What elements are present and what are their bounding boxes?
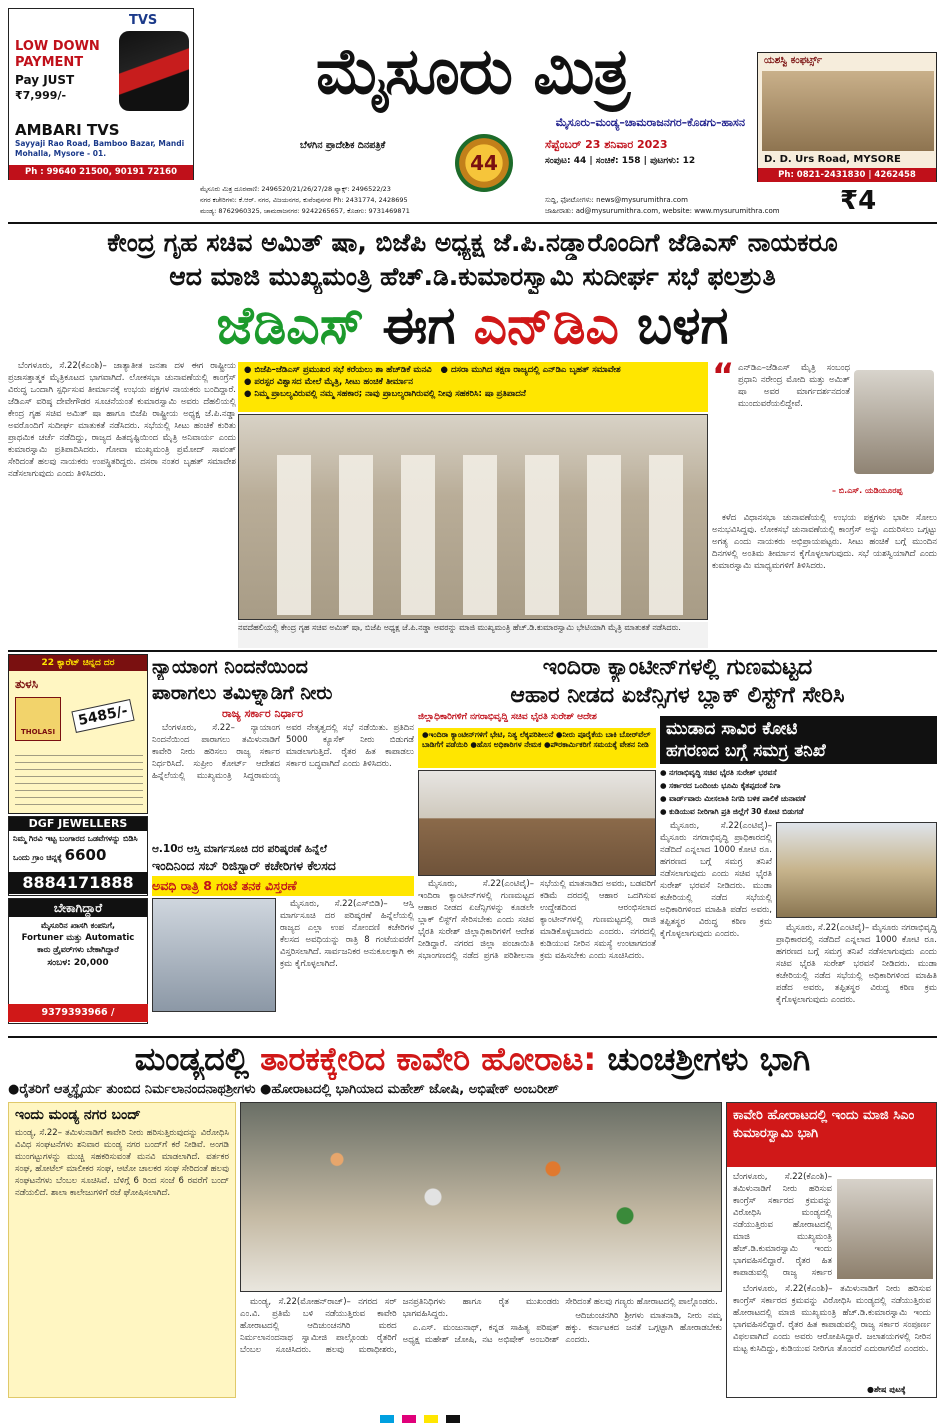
headline-nda: ಎನ್‌ಡಿಎ (473, 296, 619, 356)
lead-bullet-2: ● ಪರಸ್ಪರ ವಿಶ್ವಾಸದ ಮೇಲೆ ಮೈತ್ರಿ, ಸೀಟು ಹಂಚಿಕೆ ತೀರ್ಮಾನ (244, 377, 414, 387)
cauvery-caption-text: ಮಂಡ್ಯ, ಸೆ.22(ಮೋಹನ್‌ರಾಜ್)– ನಗರದ ಸರ್ ಎಂ.ವಿ. ಪ್ರತಿಮೆ ಬಳಿ ನಡೆಯುತ್ತಿರುವ ಕಾವೇರಿ ಹೋರಾಟದಲ್ಲಿ ಆದಿಚುಂಚನಗಿರಿ ಮಠದ ನಿರ್ಮಲಾನಂದನಾಥ ಸ್ವಾಮೀಜಿ ಪಾಲ್ಗೊಂಡು ರೈತರಿಗೆ ಬೆಂಬಲ ಸೂಚಿಸಿದರು. ಹಲವು ಮಠಾಧೀಶರು, ಜನಪ್ರತಿನಿಧಿಗಳು ಹಾಗೂ ರೈತ ಮುಖಂಡರು ಭಾಗವಹಿಸಿದ್ದರು. (240, 1297, 560, 1355)
tvs-phone: Ph : 99640 21500, 90191 72160 (9, 165, 193, 180)
canteen-body-text: ಮೈಸೂರು, ಸೆ.22(ಎಂಟಿವೈ)– ಇಂದಿರಾ ಕ್ಯಾಂಟೀನ್‌ಗಳಲ್ಲಿ ಗುಣಮಟ್ಟದ ಆಹಾರ ನೀಡದ ಏಜೆನ್ಸಿಗಳನ್ನು ಕೂಡಲೇ ಬ್ಲಾಕ್ ಲಿಸ್ಟ್‌ಗೆ ಸೇರಿಸಬೇಕು ಎಂದು ಸಚಿವ ಭೈರತಿ ಸುರೇಶ್ ಜಿಲ್ಲಾಧಿಕಾರಿಗಳಿಗೆ ಆದೇಶ ನೀಡಿದ್ದಾರೆ. ನಗರದ ಜಿಲ್ಲಾ ಪಂಚಾಯಿತಿ ಸಭಾಂಗಣದಲ್ಲಿ ನಡೆದ ಪ್ರಗತಿ ಪರಿಶೀಲನಾ ಸಭೆಯಲ್ಲಿ ಮಾತನಾಡಿದ ಅವರು, ಬಡವರಿಗೆ ಕಡಿಮೆ ದರದಲ್ಲಿ ಆಹಾರ ಒದಗಿಸುವ ಉದ್ದೇಶದಿಂದ ಆರಂಭಿಸಲಾದ ಕ್ಯಾಂಟೀನ್‌ಗಳಲ್ಲಿ ಗುಣಮಟ್ಟದಲ್ಲಿ ರಾಜಿ ಮಾಡಿಕೊಳ್ಳಬಾರದು ಎಂದರು. ನಗರದಲ್ಲಿ ಕುಡಿಯುವ ನೀರಿನ ಸಮಸ್ಯೆ ಉಂಟಾಗದಂತೆ ಕ್ರಮ ವಹಿಸಬೇಕು ಎಂದು ಸೂಚಿಸಿದರು. (418, 879, 656, 961)
cauvery-col2-text: ಎ.ಎಸ್. ಮಂಜುನಾಥ್, ಕನ್ನಡ ಸಾಹಿತ್ಯ ಪರಿಷತ್ ಅಧ್ಯಕ್ಷ ಮಹೇಶ್ ಜೋಷಿ, ನಟ ಅಭಿಷೇಕ್ ಅಂಬರೀಶ್ ಸೇರಿದಂತೆ ಹಲವು ಗಣ್ಯರು ಹೋರಾಟದಲ್ಲಿ ಪಾಲ್ಗೊಂಡರು. (402, 1297, 718, 1345)
quote-by: – ಬಿ.ಎಸ್. ಯಡಿಯೂರಪ್ಪ (832, 486, 903, 495)
cauvery-head-red: ತಾರಕಕ್ಕೇರಿದ ಕಾವೇರಿ ಹೋರಾಟ: (260, 1040, 597, 1078)
headline-group: ಬಳಗ (636, 296, 729, 356)
lead-col3-text: ಕಳೆದ ವಿಧಾನಸಭಾ ಚುನಾವಣೆಯಲ್ಲಿ ಉಭಯ ಪಕ್ಷಗಳು ಭಾರೀ ಸೋಲು ಅನುಭವಿಸಿದ್ದವು. ಲೋಕಸಭೆ ಚುನಾವಣೆಯಲ್ಲಿ ಕಾಂಗ್ರೆಸ್ ಅನ್ನು ಎದುರಿಸಲು ಒಗ್ಗಟ್ಟು ಅಗತ್ಯ ಎಂದು ನಾಯಕರು ಅಭಿಪ್ರಾಯಪಟ್ಟರು. ಸೀಟು ಹಂಚಿಕೆ ಬಗ್ಗೆ ಮುಂದಿನ ದಿನಗಳಲ್ಲಿ ಅಂತಿಮ ತೀರ್ಮಾನ ಕೈಗೊಳ್ಳಲಾಗುವುದು. ಸಭೆ ಯಶಸ್ವಿಯಾಗಿದೆ ಎಂದು ಕುಮಾರಸ್ವಾಮಿ ಮಾಧ್ಯಮಗಳಿಗೆ ತಿಳಿಸಿದರು. (712, 513, 937, 571)
gold-shop-logo (15, 697, 61, 741)
issue-date: ಸೆಪ್ಟೆಂಬರ್ 23 ಶನಿವಾರ 2023 (545, 138, 668, 151)
lead-body-col3 (712, 512, 937, 648)
lead-kicker-2: ಆದ ಮಾಜಿ ಮುಖ್ಯಮಂತ್ರಿ ಹೆಚ್.ಡಿ.ಕುಮಾರಸ್ವಾಮಿ ಸುದೀರ್ಘ ಸಭೆ ಫಲಶ್ರುತಿ (169, 262, 776, 291)
anniversary-emblem (455, 134, 513, 192)
wanted-line2: Fortuner ಮತ್ತು Automatic (21, 933, 135, 943)
quote-mark-icon: “ (712, 356, 735, 396)
muda-body-right (776, 922, 937, 1034)
lead-photo-caption: ನವದೆಹಲಿಯಲ್ಲಿ ಕೇಂದ್ರ ಗೃಹ ಸಚಿವ ಅಮಿತ್ ಷಾ, ಬಿಜೆಪಿ ಅಧ್ಯಕ್ಷ ಜೆ.ಪಿ.ನಡ್ಡಾ ಅವರನ್ನು ಮಾಜಿ ಮುಖ್ಯಮಂತ್ರಿ ಹೆಚ್.ಡಿ.ಕುಮಾರಸ್ವಾಮಿ ಭೇಟಿಯಾಗಿ ಮೈತ್ರಿ ಮಾತುಕತೆ ನಡೆಸಿದರು. (238, 622, 708, 648)
gold-rate-value: 5485/- (71, 699, 134, 733)
wanted-phone: 9379393966 / 7406240146 (8, 1004, 148, 1022)
gold-rate-ad[interactable] (8, 654, 148, 814)
yashasvi-address: D. D. Urs Road, MYSORE (764, 154, 901, 165)
cauvery-head-2: ಚುಂಚಶ್ರೀಗಳು ಭಾಗಿ (607, 1040, 811, 1078)
registrar-kicker: ಆ.10ರ ಆಸ್ತಿ ಮಾರ್ಗಸೂಚಿ ದರ ಪರಿಷ್ಕರಣೆ ಹಿನ್ನೆಲೆ (152, 843, 327, 855)
headline-now: ಈಗ (382, 296, 456, 356)
print-color-bar (380, 1408, 580, 1418)
print-mark-black (446, 1415, 460, 1423)
yashasvi-building-image (762, 71, 934, 151)
tvs-address: Sayyaji Rao Road, Bamboo Bazar, Mandi Mohalla, Mysore - 01. (15, 139, 185, 158)
court-body (152, 722, 414, 840)
muda-bullet-4: ● ಕುಡಿಯುವ ನೀರಿಗಾಗಿ ಪ್ರತಿ ಜಿಲ್ಲೆಗೆ 30 ಕೋಟಿ ಬಿಡುಗಡೆ (660, 807, 804, 816)
dgf-name: DGF JEWELLERS (9, 817, 147, 831)
cauvery-photo-caption (240, 1296, 722, 1398)
gold-shop-name: ತುಳಸಿ (15, 677, 39, 691)
cauvery-col3-text: ಆದಿಚುಂಚನಗಿರಿ ಶ್ರೀಗಳು ಮಾತನಾಡಿ, ನೀರು ನಮ್ಮ ಹಕ್ಕು. ಕರ್ನಾಟಕದ ಜನತೆ ಒಗ್ಗಟ್ಟಾಗಿ ಹೋರಾಡಬೇಕು ಎಂದರು. (565, 1311, 722, 1345)
canteen-meeting-photo (418, 770, 656, 876)
cauvery-protest-photo (240, 1102, 722, 1292)
tvs-price: ₹7,999/- (15, 89, 67, 102)
muda-bullet-1: ● ನಗರಾಭಿವೃದ್ಧಿ ಸಚಿವ ಭೈರತಿ ಸುರೇಶ್ ಭರವಸೆ (660, 768, 777, 777)
anniversary-number: 44 (470, 151, 498, 175)
quote-portrait (854, 370, 934, 474)
cauvery-side-box (8, 1102, 236, 1398)
cauvery-headline (8, 1038, 937, 1080)
canteen-headline-1: ಇಂದಿರಾ ಕ್ಯಾಂಟೀನ್‌ಗಳಲ್ಲಿ ಗುಣಮಟ್ಟದ (542, 655, 813, 680)
yashasvi-phone: Ph: 0821-2431830 | 4262458 (758, 168, 936, 182)
wanted-line1: ಮೈಸೂರಿನ ಖಾಸಗಿ ಕಂಪನಿಗೆ, (40, 921, 116, 930)
wanted-line3: ಕಾರು ಡ್ರೈವರ್‌ಗಳು ಬೇಕಾಗಿದ್ದಾರೆ (37, 945, 119, 954)
scooter-image (119, 31, 189, 111)
muda-bullet-3: ● ವಾರ್ಡ್‌ವಾರು ಮೀಸಲಾತಿ ನಿಗದಿ ಬಳಿಕ ಪಾಲಿಕೆ ಚುನಾವಣೆ (660, 794, 806, 803)
cauvery-side-body: ಮಂಡ್ಯ, ಸೆ.22– ತಮಿಳುನಾಡಿಗೆ ಕಾವೇರಿ ನೀರು ಹರಿಸುತ್ತಿರುವುದನ್ನು ವಿರೋಧಿಸಿ ವಿವಿಧ ಸಂಘಟನೆಗಳು ಶನಿವಾರ ಮಂಡ್ಯ ನಗರ ಬಂದ್‌ಗೆ ಕರೆ ನೀಡಿವೆ. ಅಂಗಡಿ ಮುಂಗಟ್ಟುಗಳನ್ನು ಮುಚ್ಚಿ ಸಹಕರಿಸುವಂತೆ ಮನವಿ ಮಾಡಲಾಗಿದೆ. ವರ್ತಕರ ಸಂಘ, ಹೋಟೆಲ್ ಮಾಲೀಕರ ಸಂಘ, ಆಟೋ ಚಾಲಕರ ಸಂಘ ಸೇರಿದಂತೆ ಹಲವು ಸಂಘಟನೆಗಳು ಬೆಂಬಲ ಸೂಚಿಸಿವೆ. ಬೆಳಿಗ್ಗೆ 6 ರಿಂದ ಸಂಜೆ 6 ರವರೆಗೆ ಬಂದ್ ನಡೆಯಲಿದೆ. ಶಾಲಾ ಕಾಲೇಜುಗಳಿಗೆ ರಜೆ ಘೋಷಿಸಲಾಗಿದೆ. (15, 1128, 229, 1198)
cauvery-hdk-body-cont-text: ಬೆಂಗಳೂರು, ಸೆ.22(ಕೆಎಂಶಿ)– ತಮಿಳುನಾಡಿಗೆ ನೀರು ಹರಿಸುವ ಕಾಂಗ್ರೆಸ್ ಸರ್ಕಾರದ ಕ್ರಮವನ್ನು ವಿರೋಧಿಸಿ ಮಂಡ್ಯದಲ್ಲಿ ನಡೆಯುತ್ತಿರುವ ಹೋರಾಟದಲ್ಲಿ ಮಾಜಿ ಮುಖ್ಯಮಂತ್ರಿ ಹೆಚ್.ಡಿ.ಕುಮಾರಸ್ವಾಮಿ ಇಂದು ಭಾಗವಹಿಸಲಿದ್ದಾರೆ. ರೈತರ ಹಿತ ಕಾಪಾಡುವಲ್ಲಿ ರಾಜ್ಯ ಸರ್ಕಾರ ಸಂಪೂರ್ಣ ವಿಫಲವಾಗಿದೆ ಎಂದು ಅವರು ಆರೋಪಿಸಿದ್ದಾರೆ. ಜಲಾಶಯಗಳಲ್ಲಿ ನೀರಿನ ಮಟ್ಟ ಕುಸಿದಿದ್ದು, ಕುಡಿಯುವ ನೀರಿಗೂ ತೊಂದರೆ ಎದುರಾಗಲಿದೆ ಎಂದರು. (733, 1284, 931, 1354)
gold-rate-title: 22 ಕ್ಯಾರೆಟ್ ಚಿನ್ನದ ದರ (9, 655, 147, 671)
lead-kicker-1: ಕೇಂದ್ರ ಗೃಹ ಸಚಿವ ಅಮಿತ್ ಷಾ, ಬಿಜೆಪಿ ಅಧ್ಯಕ್ಷ ಜೆ.ಪಿ.ನಡ್ಡಾರೊಂದಿಗೆ ಜೆಡಿಎಸ್ ನಾಯಕರೂ (107, 228, 838, 257)
muda-body-text-cont: ಮೈಸೂರು, ಸೆ.22(ಎಂಟಿವೈ)– ಮೈಸೂರು ನಗರಾಭಿವೃದ್ಧಿ ಪ್ರಾಧಿಕಾರದಲ್ಲಿ ನಡೆದಿದೆ ಎನ್ನಲಾದ 1000 ಕೋಟಿ ರೂ. ಹಗರಣದ ಬಗ್ಗೆ ಸಮಗ್ರ ತನಿಖೆ ನಡೆಸಲಾಗುವುದು ಎಂದು ಸಚಿವ ಭೈರತಿ ಸುರೇಶ್ ಭರವಸೆ ನೀಡಿದರು. ಮುಡಾ ಕಚೇರಿಯಲ್ಲಿ ನಡೆದ ಸಭೆಯಲ್ಲಿ ಅಧಿಕಾರಿಗಳಿಂದ ಮಾಹಿತಿ ಪಡೆದ ಅವರು, ತಪ್ಪಿತಸ್ಥರ ವಿರುದ್ಧ ಕಠಿಣ ಕ್ರಮ ಕೈಗೊಳ್ಳಲಾಗುವುದು ಎಂದರು. (776, 923, 937, 1005)
muda-building-photo (776, 822, 937, 918)
tvs-line3: Pay JUST (15, 73, 75, 87)
price-tag: ₹4 (840, 186, 877, 216)
masthead-title: ಮೈಸೂರು ಮಿತ್ರ (315, 35, 630, 109)
masthead-phone: ಮೈಸೂರು ಮಿತ್ರ ದೂರವಾಣಿ: 2496520/21/26/27/28 ಫ್ಯಾಕ್ಸ್: 2496522/23 (200, 185, 391, 193)
muda-headline-box (660, 716, 937, 764)
headline-jds: ಜೆಡಿಎಸ್ (216, 296, 365, 356)
lead-bullet-1: ● ಬಿಜೆಪಿ–ಜೆಡಿಎಸ್ ಪ್ರಮುಖರ ಸಭೆ ಕರೆಯಲು ಶಾ ಹೆಚ್‌ಡಿಕೆ ಮನವಿ ● ದಸರಾ ಮುಗಿದ ತಕ್ಷಣ ರಾಜ್ಯದಲ್ಲಿ ಎನ್‌ಡಿಎ ಬೃಹತ್ ಸಮಾವೇಶ (244, 365, 621, 375)
print-mark-yellow (424, 1415, 438, 1423)
registrar-body (280, 898, 414, 1034)
masthead-subtitle: ಮೈಸೂರು–ಮಂಡ್ಯ–ಚಾಮರಾಜನಗರ–ಕೊಡಗು–ಹಾಸನ (555, 116, 745, 129)
lead-body-col1 (8, 360, 236, 648)
masthead-divider (8, 222, 937, 224)
muda-body-left (660, 820, 772, 1034)
tvs-dealer: AMBARI TVS (15, 121, 120, 139)
print-mark-magenta (402, 1415, 416, 1423)
print-mark-cyan (380, 1415, 394, 1423)
lead-col1-text: ಬೆಂಗಳೂರು, ಸೆ.22(ಕೆಎಂಶಿ)– ಜಾತ್ಯಾತೀತ ಜನತಾ ದಳ ಈಗ ರಾಷ್ಟ್ರೀಯ ಪ್ರಜಾಸತ್ತಾತ್ಮಕ ಮೈತ್ರಿಕೂಟದ ಭಾಗವಾಗಿದೆ. ಲೋಕಸಭಾ ಚುನಾವಣೆಯಲ್ಲಿ ಕಾಂಗ್ರೆಸ್ ವಿರುದ್ಧ ಒಂದಾಗಿ ಸ್ಪರ್ಧಿಸುವ ತೀರ್ಮಾನಕ್ಕೆ ಉಭಯ ಪಕ್ಷಗಳ ನಾಯಕರು ಬಂದಿದ್ದಾರೆ. ಜೆಡಿಎಸ್ ವರಿಷ್ಠ ದೇವೇಗೌಡರ ಸೂಚನೆಯಂತೆ ಕುಮಾರಸ್ವಾಮಿ ಅವರು ದೆಹಲಿಯಲ್ಲಿ ಕೇಂದ್ರ ಗೃಹ ಸಚಿವ ಅಮಿತ್ ಷಾ ಹಾಗೂ ಬಿಜೆಪಿ ರಾಷ್ಟ್ರೀಯ ಅಧ್ಯಕ್ಷ ಜೆ.ಪಿ.ನಡ್ಡಾ ಅವರೊಂದಿಗೆ ಸುದೀರ್ಘ ಮಾತುಕತೆ ನಡೆಸಿದರು. ಸಭೆಯಲ್ಲಿ ಸೀಟು ಹಂಚಿಕೆ ಕುರಿತು ಪ್ರಾಥಮಿಕ ಚರ್ಚೆ ನಡೆದಿದ್ದು, ರಾಜ್ಯದ ಹಿತದೃಷ್ಟಿಯಿಂದ ಮೈತ್ರಿ ಅನಿವಾರ್ಯ ಎಂದು ಕುಮಾರಸ್ವಾಮಿ ಪ್ರತಿಪಾದಿಸಿದರು. ಗೋವಾ ಮುಖ್ಯಮಂತ್ರಿ ಪ್ರಮೋದ್ ಸಾವಂತ್ ಸೇರಿದಂತೆ ಹಲವು ನಾಯಕರು ಉಪಸ್ಥಿತರಿದ್ದರು. ದಸರಾ ನಂತರ ಬೃಹತ್ ಸಮಾವೇಶ ನಡೆಸಲಾಗುವುದು ಎಂದು ತಿಳಿಸಿದರು. (8, 361, 236, 479)
dgf-line: ನಿಮ್ಮ ಗಿರವಿ ಇಟ್ಟ ಬಂಗಾರದ ಒಡವೆಗಳನ್ನು ಬಿಡಿಸಿ (13, 834, 138, 843)
yashasvi-name: ಯಶಸ್ವಿ ಕಂಫರ್ಟ್ಸ್ (764, 55, 823, 66)
masthead-tagline: ಬೆಳಗಿನ ಪ್ರಾದೇಶಿಕ ದಿನಪತ್ರಿಕೆ (300, 140, 386, 151)
muda-bullet-2: ● ಸರ್ಕಾರದ ಒಂದಿಂಚು ಭೂಮಿ ಕೈತಪ್ಪದಂತೆ ನಿಗಾ (660, 781, 781, 790)
registrar-highlight: ಅವಧಿ ರಾತ್ರಿ 8 ಗಂಟೆ ತನಕ ವಿಸ್ತರಣೆ (152, 876, 414, 896)
dgf-phone: 8884171888 (8, 872, 148, 894)
photo-person-figures (259, 455, 689, 615)
muda-bullets (660, 766, 937, 818)
lead-quote-box (712, 356, 937, 510)
masthead-contact: ನಗರ ಕಚೇರಿಗಳು: ಕೆ.ಆರ್. ನಗರ, ವಿಜಯನಗರ, ಕುವೆಂಪುನಗರ Ph: 2431774, 2428695 (200, 196, 408, 204)
cauvery-side-title: ಇಂದು ಮಂಡ್ಯ ನಗರ ಬಂದ್ (15, 1107, 141, 1123)
court-headline-1: ನ್ಯಾಯಾಂಗ ನಿಂದನೆಯಿಂದ (152, 656, 308, 678)
lead-bullet-bar (238, 362, 708, 412)
issue-number: ಸಂಪುಟ: 44 | ಸಂಚಿಕೆ: 158 | ಪುಟಗಳು: 12 (545, 156, 696, 166)
canteen-headline-2: ಆಹಾರ ನೀಡದ ಏಜೆನ್ಸಿಗಳ ಬ್ಲಾಕ್ ಲಿಸ್ಟ್‌ಗೆ ಸೇರಿಸಿ (510, 683, 845, 708)
hdk-portrait (837, 1179, 933, 1279)
cauvery-hdk-body: ಬೆಂಗಳೂರು, ಸೆ.22(ಕೆಎಂಶಿ)– ತಮಿಳುನಾಡಿಗೆ ನೀರು ಹರಿಸುವ ಕಾಂಗ್ರೆಸ್ ಸರ್ಕಾರದ ಕ್ರಮವನ್ನು ವಿರೋಧಿಸಿ ಮಂಡ್ಯದಲ್ಲಿ ನಡೆಯುತ್ತಿರುವ ಹೋರಾಟದಲ್ಲಿ ಮಾಜಿ ಮುಖ್ಯಮಂತ್ರಿ ಹೆಚ್.ಡಿ.ಕುಮಾರಸ್ವಾಮಿ ಇಂದು ಭಾಗವಹಿಸಲಿದ್ದಾರೆ. ರೈತರ ಹಿತ ಕಾಪಾಡುವಲ್ಲಿ ರಾಜ್ಯ ಸರ್ಕಾರ (733, 1172, 832, 1278)
tvs-ad[interactable] (8, 8, 194, 180)
dgf-price: ಒಂದು ಗ್ರಾಂ ಚಿನ್ನಕ್ಕೆ 6600 (13, 846, 107, 864)
section-divider-1 (8, 650, 937, 652)
tvs-line2: PAYMENT (15, 55, 84, 70)
muda-headline-1: ಮುಡಾದ ಸಾವಿರ ಕೋಟಿ (666, 719, 798, 739)
yashasvi-ad[interactable] (757, 52, 937, 182)
masthead-district: ಮಂಡ್ಯ: 8762960325, ಚಾಮರಾಜನಗರ: 9242265657, ಕೊಡಗು: 9731469871 (200, 207, 410, 215)
registrar-body-text: ಮೈಸೂರು, ಸೆ.22(ಎಸ್‌ಬಿಡಿ)– ಆಸ್ತಿ ಮಾರ್ಗಸೂಚಿ ದರ ಪರಿಷ್ಕರಣೆ ಹಿನ್ನೆಲೆಯಲ್ಲಿ ರಾಜ್ಯದ ಎಲ್ಲಾ ಉಪ ನೋಂದಣಿ ಕಚೇರಿಗಳ ಕೆಲಸದ ಅವಧಿಯನ್ನು ರಾತ್ರಿ 8 ಗಂಟೆಯವರೆಗೆ ವಿಸ್ತರಿಸಲಾಗಿದೆ. ಸಾರ್ವಜನಿಕರ ಅನುಕೂಲಕ್ಕಾಗಿ ಈ ಕ್ರಮ ಕೈಗೊಳ್ಳಲಾಗಿದೆ. (280, 899, 414, 969)
tvs-logo: TVS (129, 13, 158, 28)
masthead-email[interactable]: ಸುದ್ದಿ, ಫೋಟೋಗಳು: news@mysurumithra.com (545, 196, 688, 204)
cauvery-bullets: ●ರೈತರಿಗೆ ಆತ್ಮಸ್ಥೈರ್ಯ ತುಂಬಿದ ನಿರ್ಮಲಾನಂದನಾಥಶ್ರೀಗಳು ●ಹೋರಾಟದಲ್ಲಿ ಭಾಗಿಯಾದ ಮಹೇಶ್ ಜೋಷಿ, ಅಭಿಷೇಕ್ ಅಂಬರೀಶ್ (8, 1082, 559, 1097)
tvs-line1: LOW DOWN (15, 39, 100, 54)
quote-text: ಎನ್‌ಡಿಎ–ಜೆಡಿಎಸ್ ಮೈತ್ರಿ ಸಂಬಂಧ ಪ್ರಧಾನಿ ನರೇಂದ್ರ ಮೋದಿ ಮತ್ತು ಅಮಿತ್ ಷಾ ಅವರ ಮಾರ್ಗದರ್ಶನದಂತೆ ಮುಂದುವರೆಯಲಿದ್ದೇವೆ. (738, 363, 850, 409)
canteen-body (418, 878, 656, 1034)
registrar-headline: ಇಂದಿನಿಂದ ಸಬ್ ರಿಜಿಸ್ಟ್ರಾರ್ ಕಚೇರಿಗಳ ಕೆಲಸದ (152, 858, 336, 873)
muda-body-text: ಮೈಸೂರು, ಸೆ.22(ಎಂಟಿವೈ)– ಮೈಸೂರು ನಗರಾಭಿವೃದ್ಧಿ ಪ್ರಾಧಿಕಾರದಲ್ಲಿ ನಡೆದಿದೆ ಎನ್ನಲಾದ 1000 ಕೋಟಿ ರೂ. ಹಗರಣದ ಬಗ್ಗೆ ಸಮಗ್ರ ತನಿಖೆ ನಡೆಸಲಾಗುವುದು ಎಂದು ಸಚಿವ ಭೈರತಿ ಸುರೇಶ್ ಭರವಸೆ ನೀಡಿದರು. ಮುಡಾ ಕಚೇರಿಯಲ್ಲಿ ನಡೆದ ಸಭೆಯಲ್ಲಿ ಅಧಿಕಾರಿಗಳಿಂದ ಮಾಹಿತಿ ಪಡೆದ ಅವರು, ತಪ್ಪಿತಸ್ಥರ ವಿರುದ್ಧ ಕಠಿಣ ಕ್ರಮ ಕೈಗೊಳ್ಳಲಾಗುವುದು ಎಂದರು. (660, 821, 772, 939)
wanted-salary: ಸಂಬಳ: 20,000 (47, 958, 109, 968)
gold-shop-logo-text: THOLASI (20, 728, 56, 736)
registrar-photo (152, 898, 276, 1012)
lead-headline (8, 294, 937, 358)
court-body-text: ಬೆಂಗಳೂರು, ಸೆ.22– ನ್ಯಾಯಾಂಗ ನಿಂದನೆಯಿಂದ ಪಾರಾಗಲು ತಮಿಳುನಾಡಿಗೆ ಕಾವೇರಿ ನೀರು ಹರಿಸಲು ರಾಜ್ಯ ಸರ್ಕಾರ ನಿರ್ಧರಿಸಿದೆ. ಸುಪ್ರೀಂ ಕೋರ್ಟ್ ಆದೇಶದ ಹಿನ್ನೆಲೆಯಲ್ಲಿ ಮುಖ್ಯಮಂತ್ರಿ ಸಿದ್ದರಾಮಯ್ಯ ಅವರ ನೇತೃತ್ವದಲ್ಲಿ ಸಭೆ ನಡೆಯಿತು. ಪ್ರತಿದಿನ 5000 ಕ್ಯೂಸೆಕ್ ನೀರು ಬಿಡುಗಡೆ ಮಾಡಲಾಗುತ್ತಿದೆ. ರೈತರ ಹಿತ ಕಾಪಾಡಲು ಸರ್ಕಾರ ಬದ್ಧವಾಗಿದೆ ಎಂದು ತಿಳಿಸಿದರು. (152, 723, 414, 781)
lead-bullet-3: ● ನಿಮ್ಮ ಪ್ರಾಬಲ್ಯವಿರುವಲ್ಲಿ ನಮ್ಮ ಸಹಕಾರ; ನಾವು ಪ್ರಾಬಲ್ಯರಾಗಿರುವಲ್ಲಿ ನೀವು ಸಹಕರಿಸಿ: ಷಾ ಪ್ರತಿಪಾದನೆ (244, 389, 526, 399)
cauvery-head-1: ಮಂಡ್ಯದಲ್ಲಿ (134, 1040, 250, 1078)
muda-headline-2: ಹಗರಣದ ಬಗ್ಗೆ ಸಮಗ್ರ ತನಿಖೆ (666, 741, 826, 761)
canteen-strap: ಜಿಲ್ಲಾಧಿಕಾರಿಗಳಿಗೆ ನಗರಾಭಿವೃದ್ಧಿ ಸಚಿವ ಭೈರತಿ ಸುರೇಶ್ ಆದೇಶ (418, 712, 597, 722)
cauvery-hdk-body-cont (733, 1283, 931, 1383)
gold-ad-fineprint (15, 755, 143, 809)
cauvery-hdk-byline: ●ಶೇಷ ಪುಟಕ್ಕೆ (867, 1385, 906, 1394)
lead-photo (238, 414, 708, 620)
court-headline-2: ಪಾರಾಗಲು ತಮಿಳ್ನಾಡಿಗೆ ನೀರು (152, 682, 333, 704)
masthead-ads-email[interactable]: ಜಾಹೀರಾತು: ad@mysurumithra.com, website: www.mysurumithra.com (545, 207, 780, 215)
cauvery-hdk-box (726, 1102, 937, 1398)
court-strap: ರಾಜ್ಯ ಸರ್ಕಾರ ನಿರ್ಧಾರ (222, 707, 304, 720)
cauvery-hdk-headline: ಕಾವೇರಿ ಹೋರಾಟದಲ್ಲಿ ಇಂದು ಮಾಜಿ ಸಿಎಂ ಕುಮಾರಸ್ವಾಮಿ ಭಾಗಿ (727, 1103, 936, 1167)
canteen-bullets: ●ಇಂದಿರಾ ಕ್ಯಾಂಟೀನ್‌ಗಳಿಗೆ ಭೇಟಿ, ನಿತ್ಯ ಲೆಕ್ಕಪರಿಶೀಲನೆ ●ನೀರು ಪೂರೈಕೆಯ ಬಾಕಿ ಬೋರ್‌ವೆಲ್ ಬಾಡಿಗೆಗೆ ಪಡೆಯಿರಿ ●ಹೊಸ ಅಧಿಕಾರಿಗಳ ನೇಮಕ ●ಪೌರಕಾರ್ಮಿಕರಿಗೆ ಸಮಯಕ್ಕೆ ವೇತನ ನೀಡಿ (418, 728, 656, 768)
wanted-title: ಬೇಕಾಗಿದ್ದಾರೆ (9, 899, 147, 917)
